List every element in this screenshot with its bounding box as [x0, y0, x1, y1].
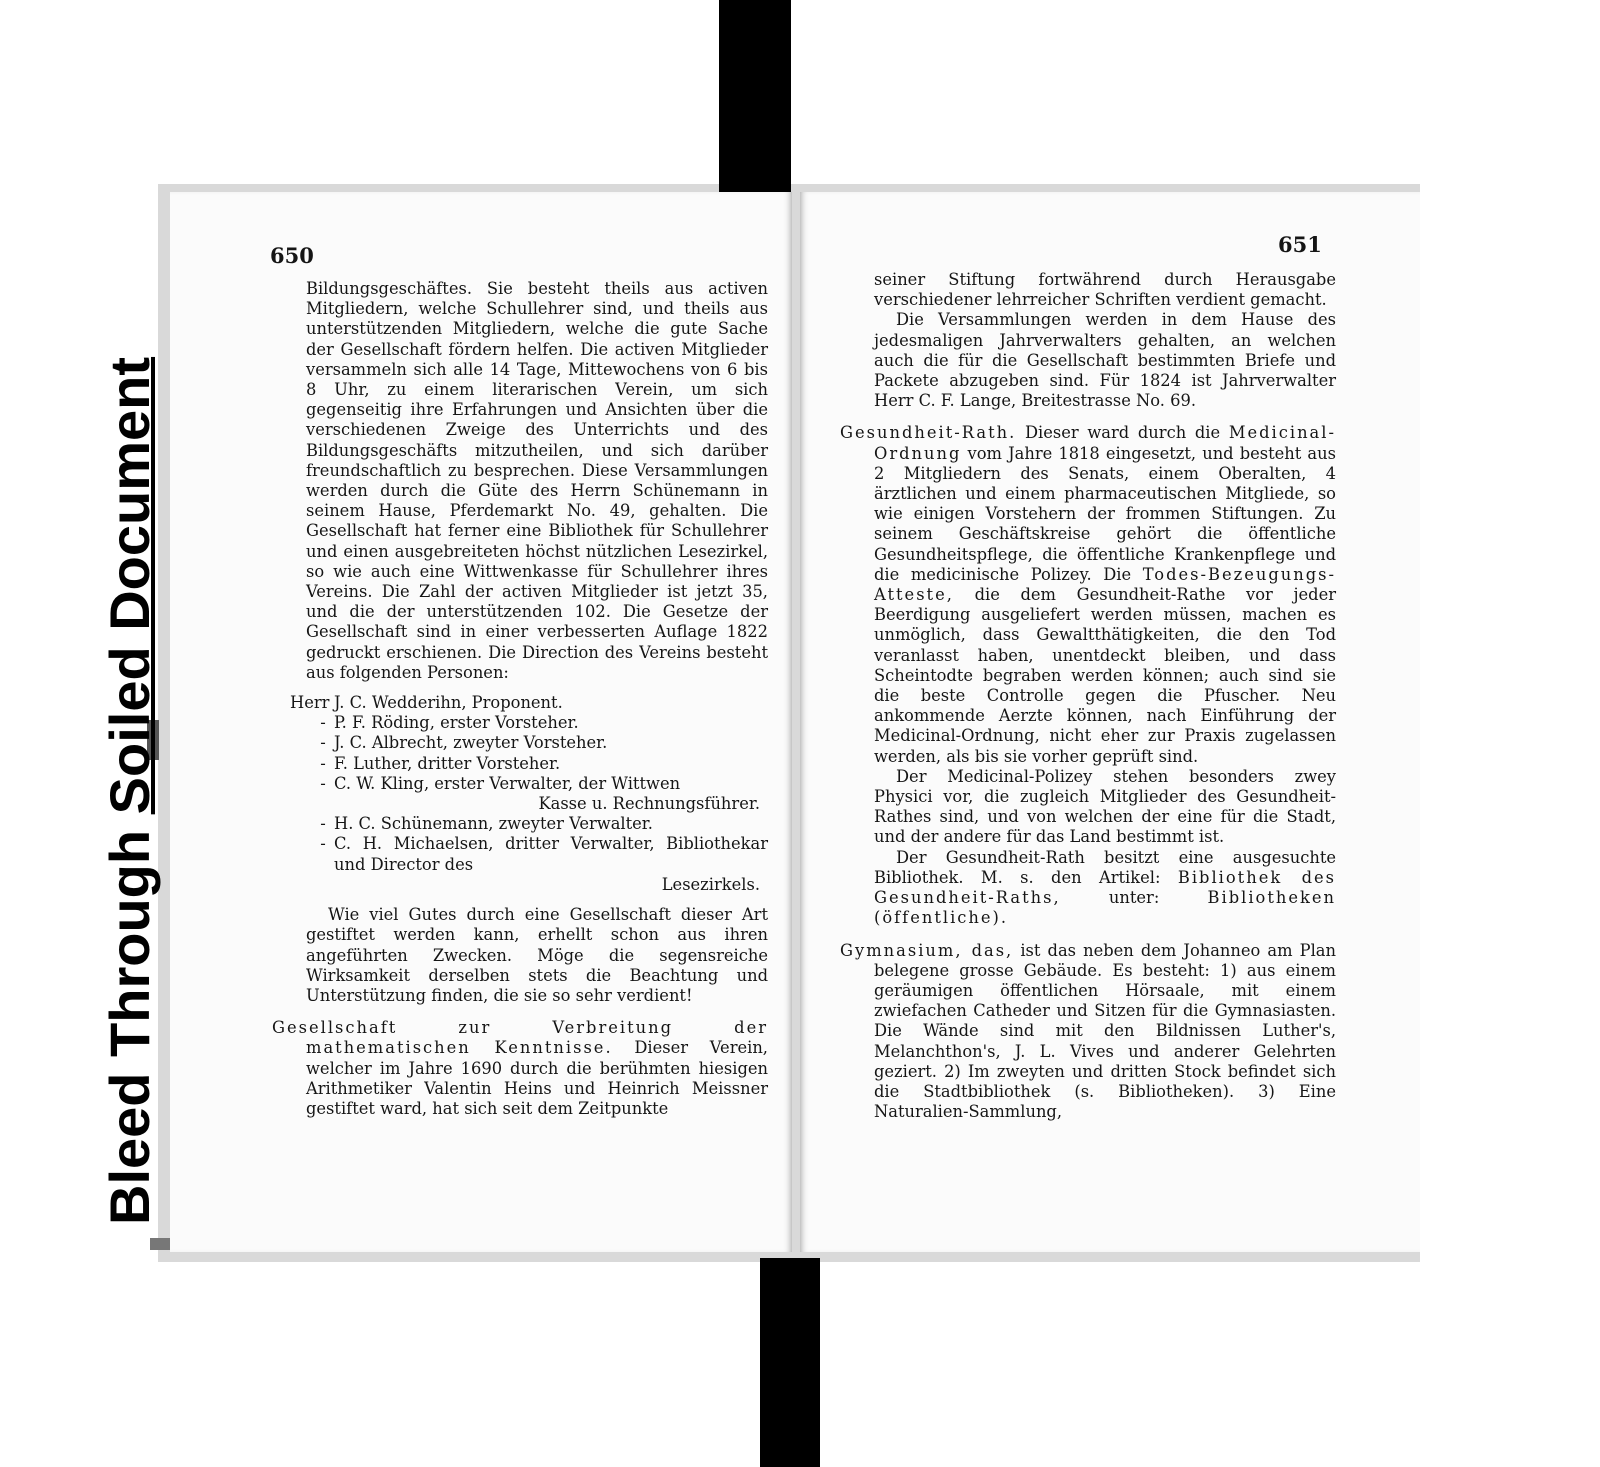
member-item: [290, 814, 768, 834]
member-text: F. Luther, dritter Vorsteher.: [334, 753, 561, 773]
member-text: H. C. Schünemann, zweyter Verwalter.: [334, 814, 653, 834]
binding-clip-top: [719, 0, 791, 210]
continuation-paragraph: seiner Stiftung fortwährend durch Herausgabe verschiedener lehrreicher Schriften verdient gemacht.: [874, 270, 1336, 310]
member-text: J. C. Albrecht, zweyter Vorsteher.: [334, 733, 608, 753]
entry-gymnasium: [840, 941, 1336, 1123]
entry-text: ist das neben dem Johanneo am Plan belegene grosse Gebäude. Es besteht: 1) aus einem geräumigen öffentlichen Hörsaale, mit einem zwiefachen Catheder und Sitzen für die Gymnasiasten. Die Wände sind mit den Bildnissen Luther's, Melanchthon's, J. L. Vives und anderer Gelehrten geziert. 2) Im zweyten und dritten Stock befindet sich die Stadtbibliothek (s. Bibliotheken). 3) Eine Naturalien-Sammlung,: [874, 940, 1337, 1122]
member-prefix: -: [320, 753, 326, 773]
versammlungen-paragraph: Die Versammlungen werden in dem Hause des jedesmaligen Jahrverwalters gehalten, an welchen auch die für die Gesellschaft bestimmten Briefe und Packete abzugeben sind. Für 1824 ist Jahrverwalter Herr C. F. Lange, Breitestrasse No. 69.: [874, 310, 1336, 411]
member-item: [290, 693, 768, 713]
closing-paragraph: Wie viel Gutes durch eine Gesellschaft dieser Art gestiftet werden kann, erhellt schon aus ihren angeführten Zwecken. Möge die segensreiche Wirksamkeit derselben stets die Beachtung und Unterstützung finden, die sie so sehr verdient!: [306, 905, 768, 1005]
entry-text: vom Jahre 1818 eingesetzt, und besteht aus 2 Mitgliedern des Senats, einem Oberalten, 4 ärztlichen und einem pharmaceutischen Mitgliede, so wie einigen Vorstehern der frommen Stiftungen. Zu seinem Geschäftskreise gehört die öffentliche Gesundheitspflege, die öffentliche Krankenpflege und die medicinische Polizey. Die: [874, 443, 1336, 584]
entry-term: Medicinal-Ordnung: [874, 423, 1336, 463]
member-item: [290, 713, 768, 733]
right-page-text: [840, 270, 1336, 1122]
member-text-wrap: [334, 834, 768, 895]
cross-reference: Bibliothek des Gesundheit-Raths,: [874, 867, 1336, 908]
member-text: C. H. Michaelsen, dritter Verwalter, Bibliothekar und Director des: [334, 834, 768, 874]
left-page-text: [272, 279, 768, 1119]
entry-gesundheit-rath: [840, 423, 1336, 766]
paragraph-text: Der Gesundheit-Rath besitzt eine ausgesuchte Bibliothek. M. s. den Artikel:: [874, 847, 1336, 887]
member-prefix: -: [320, 713, 326, 733]
member-item: [290, 774, 768, 814]
entry-gesellschaft-mathematik: [272, 1018, 768, 1119]
stamp-soiled-document: Soiled Document: [98, 356, 161, 815]
entry-term: Todes-Bezeugungs-Atteste,: [874, 564, 1336, 605]
right-page-number: 651: [1278, 232, 1322, 257]
entry-heading: Gesellschaft zur Verbreitung der mathematischen Kenntnisse.: [272, 1018, 768, 1058]
cross-reference: Bibliotheken (öffentliche).: [874, 888, 1336, 928]
scan-edge-mark-bottom: [150, 1238, 170, 1250]
paragraph-text: unter:: [1108, 888, 1160, 908]
physici-paragraph: Der Medicinal-Polizey stehen besonders zwey Physici vor, die zugleich Mitglieder des Gesundheit-Rathes sind, und von welchen der eine für die Stadt, und der andere für das Land bestimmt ist.: [874, 766, 1336, 847]
member-text-continued: Kasse u. Rechnungsführer.: [538, 794, 760, 814]
entry-heading: Gesundheit-Rath.: [840, 423, 1017, 443]
entry-text: Dieser Verein, welcher im Jahre 1690 durch die berühmten hiesigen Arithmetiker Valentin Heins und Heinrich Meissner gestiftet ward, hat sich seit dem Zeitpunkte: [306, 1038, 768, 1118]
member-text: C. W. Kling, erster Verwalter, der Wittwen: [334, 773, 681, 793]
member-text: J. C. Wedderihn, Proponent.: [334, 693, 563, 713]
member-item: [290, 733, 768, 753]
stamp-bleed-through: Bleed Through: [98, 814, 161, 1225]
member-text-wrap: [334, 774, 768, 814]
binding-clip-bottom: [760, 1258, 820, 1467]
entry-text: die dem Gesundheit-Rathe vor jeder Beerdigung ausgeliefert werden müssen, machen es unmöglich, dass Gewaltthätigkeiten, die den Tod veranlasst haben, unentdeckt bleiben, und dass Scheintodte begraben werden können; auch sind sie die beste Controlle gegen die Pfuscher. Neu ankommende Aerzte können, nach Einführung der Medicinal-Ordnung, nicht eher zur Praxis zugelassen werden, als bis sie vorher geprüft sind.: [874, 585, 1336, 766]
member-text: P. F. Röding, erster Vorsteher.: [334, 713, 579, 733]
member-prefix: -: [320, 814, 326, 834]
entry-text: Dieser ward durch die: [1025, 423, 1221, 443]
intro-paragraph: Bildungsgeschäftes. Sie besteht theils aus activen Mitgliedern, welche Schullehrer sind, und theils aus unterstützenden Mitgliedern, welche die gute Sache der Gesellschaft fördern helfen. Die activen Mitglieder versammeln sich alle 14 Tage, Mittewochens von 6 bis 8 Uhr, zu einem literarischen Verein, um sich gegenseitig ihre Erfahrungen und Ansichten über die verschiedenen Zweige des Unterrichts und des Bildungsgeschäfts mitzutheilen, und sich darüber freundschaftlich zu besprechen. Diese Versammlungen werden durch die Güte des Herrn Schünemann in seinem Hause, Pferdemarkt No. 49, gehalten. Die Gesellschaft hat ferner eine Bibliothek für Schullehrer und einen ausgebreiteten höchst nützlichen Lesezirkel, so wie auch eine Wittwenkasse für Schullehrer ihres Vereins. Die Zahl der activen Mitglieder ist jetzt 35, und die der unterstützenden 102. Die Gesetze der Gesellschaft sind in einer verbesserten Auflage 1822 gedruckt erschienen. Die Direction des Vereins besteht aus folgenden Personen:: [306, 279, 768, 682]
member-item: [290, 754, 768, 774]
left-page-number: 650: [270, 243, 314, 268]
member-prefix: -: [320, 733, 326, 753]
member-text-continued: Lesezirkels.: [661, 874, 760, 894]
member-prefix: -: [320, 773, 326, 793]
bibliothek-paragraph: [840, 848, 1336, 929]
bleed-through-soiled-stamp: [97, 357, 162, 1225]
direction-member-list: [290, 693, 768, 895]
member-item: [290, 834, 768, 895]
entry-heading: Gymnasium, das,: [840, 940, 1014, 960]
member-prefix: -: [320, 834, 326, 854]
member-prefix: Herr: [290, 693, 330, 713]
